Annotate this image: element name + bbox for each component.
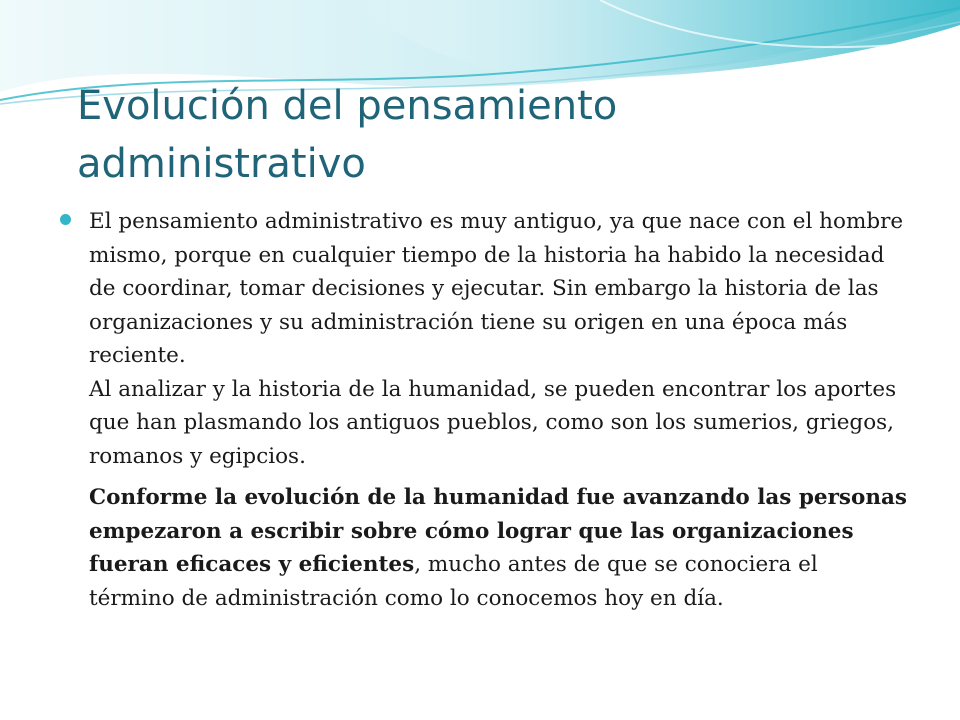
paragraph-evolution-rest: , mucho antes de que se conociera el término de administración como lo conocemos hoy en día. bbox=[89, 552, 818, 611]
paragraph-evolution-emphasis: Conforme la evolución de la humanidad fue avanzando las personas empezaron a escribir sobre cómo lograr que las organizaciones fueran eficaces y eficientes bbox=[89, 485, 908, 577]
bullet-item bbox=[60, 205, 910, 373]
bullet-dot-icon bbox=[60, 214, 71, 225]
paragraph-ancient-peoples: Al analizar y la historia de la humanidad, se pueden encontrar los aportes que han plasmando los antiguos pueblos, como son los sumerios, griegos, romanos y egipcios. bbox=[89, 376, 897, 469]
paragraph-origin: El pensamiento administrativo es muy antiguo, ya que nace con el hombre mismo, porque en cualquier tiempo de la historia ha habido la necesidad de coordinar, tomar decisiones y ejecutar. Sin embargo la historia de las organizaciones y su administración tiene su origen en una época más reciente. bbox=[89, 209, 904, 368]
slide-title: Evolución del pensamiento administrativo bbox=[77, 83, 618, 187]
paragraph-evolution bbox=[60, 481, 910, 615]
slide-body bbox=[60, 205, 910, 615]
